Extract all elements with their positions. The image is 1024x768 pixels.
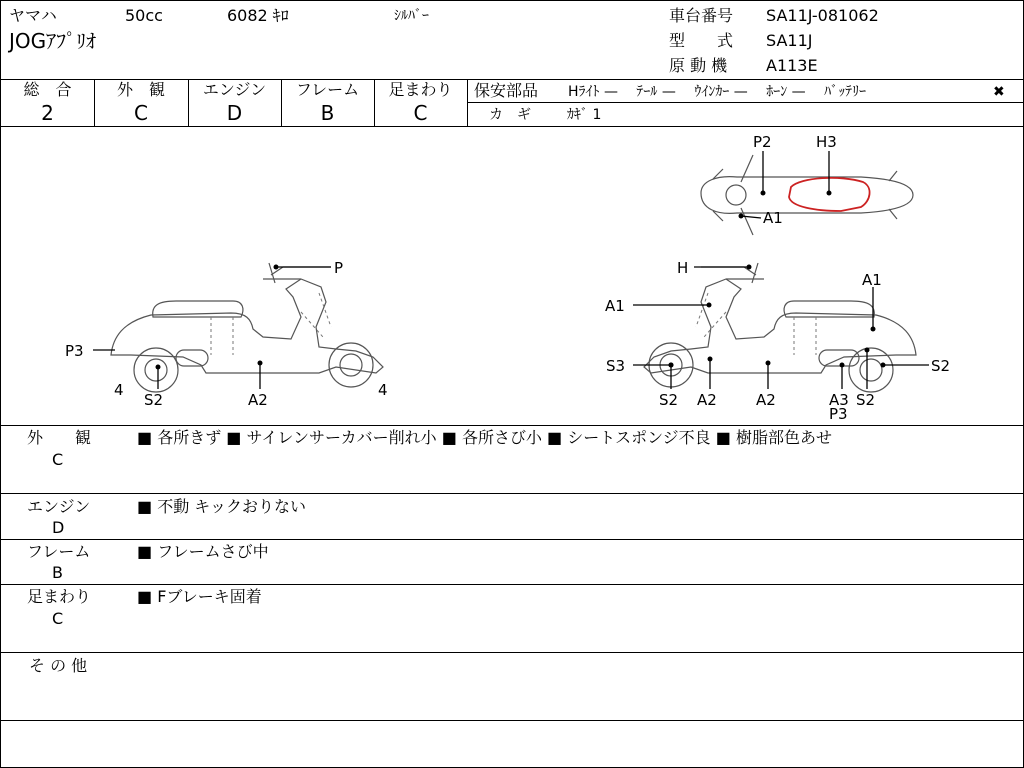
label-a1-right: A1 (862, 271, 882, 289)
overall-grade: 2 (41, 101, 54, 125)
overall-label: 総 合 (23, 80, 72, 99)
scooter-top-view (701, 155, 913, 235)
engine-label: 原 動 機 (669, 56, 728, 75)
key-value: ｶｷﾞ 1 (567, 107, 602, 123)
suspension-label: 足まわり (388, 80, 453, 99)
note-suspension-label: 足まわり (27, 587, 92, 606)
divider (1, 584, 1023, 585)
note-frame-grade: B (52, 563, 63, 582)
battery-mark: ✖ (993, 84, 1005, 100)
label-4-front: 4 (378, 381, 388, 399)
frame-grade: B (320, 101, 335, 125)
note-frame-label: フレーム (27, 542, 91, 561)
marker-p (274, 265, 279, 270)
label-s2-left: S2 (659, 391, 679, 409)
label-h3: H3 (816, 133, 837, 151)
label-a2-a: A2 (697, 391, 717, 409)
label-h: H (677, 259, 689, 277)
label-a1-top: A1 (763, 209, 783, 227)
model-name: JOGｱﾌﾟﾘｵ (9, 29, 97, 53)
type-value: SA11J (766, 31, 813, 50)
note-engine-grade: D (52, 518, 65, 537)
divider (1, 652, 1023, 653)
frame-no-label: 車台番号 (669, 6, 734, 25)
note-exterior-grade: C (52, 450, 64, 469)
label-s3: S3 (606, 357, 626, 375)
divider (1, 425, 1023, 426)
divider (1, 539, 1023, 540)
note-suspension-text: ■ Fブレーキ固着 (137, 587, 262, 606)
maker: ヤマハ (9, 6, 57, 25)
note-other-label: そ の 他 (29, 656, 88, 675)
key-label: カ ギ (489, 107, 531, 123)
frame-label: フレーム (295, 80, 360, 99)
label-s2-mid: S2 (856, 391, 876, 409)
displacement: 50cc (125, 6, 163, 25)
note-engine-text: ■ 不動 キックおりない (137, 497, 306, 516)
exterior-label: 外 観 (116, 80, 165, 99)
divider (1, 720, 1023, 721)
label-a3: A3 (829, 391, 849, 409)
note-exterior-text: ■ 各所きず ■ サイレンサーカバー削れ小 ■ 各所さび小 ■ シートスポンジ不良 ■ 樹脂部色あせ (137, 428, 832, 447)
damage-diagram (1, 127, 1023, 425)
note-exterior-label: 外 観 (27, 428, 92, 447)
engine-grade: D (226, 101, 243, 125)
label-a2-b: A2 (756, 391, 776, 409)
engine-value: A113E (766, 56, 818, 75)
label-a2: A2 (248, 391, 268, 409)
note-engine-label: エンジン (27, 497, 91, 516)
frame-no: SA11J-081062 (766, 6, 879, 25)
label-p2: P2 (753, 133, 772, 151)
label-4-rear: 4 (114, 381, 124, 399)
scooter-left-view (111, 263, 383, 392)
safety-label: 保安部品 (474, 81, 539, 100)
suspension-grade: C (413, 101, 428, 125)
divider (467, 102, 1023, 103)
note-frame-text: ■ フレームさび中 (137, 542, 269, 561)
label-p3: P3 (65, 342, 84, 360)
label-s2: S2 (144, 391, 164, 409)
exterior-grade: C (134, 101, 148, 125)
marker-h (747, 265, 752, 270)
note-suspension-grade: C (52, 609, 64, 628)
label-s2-right: S2 (931, 357, 951, 375)
engine-grade-label: エンジン (202, 80, 267, 99)
leader-a1-top (741, 216, 761, 218)
safety-items: Hﾗｲﾄ — ﾃｰﾙ — ｳｲﾝｶｰ — ﾎｰﾝ — ﾊﾞｯﾃﾘｰ (568, 84, 867, 100)
label-p: P (334, 259, 344, 277)
label-p3-right: P3 (829, 405, 848, 423)
divider (1, 493, 1023, 494)
label-a1-left: A1 (605, 297, 625, 315)
type-label: 型 式 (669, 31, 734, 50)
color: ｼﾙﾊﾞｰ (394, 8, 429, 24)
mileage: 6082 ｷﾛ (227, 6, 289, 25)
